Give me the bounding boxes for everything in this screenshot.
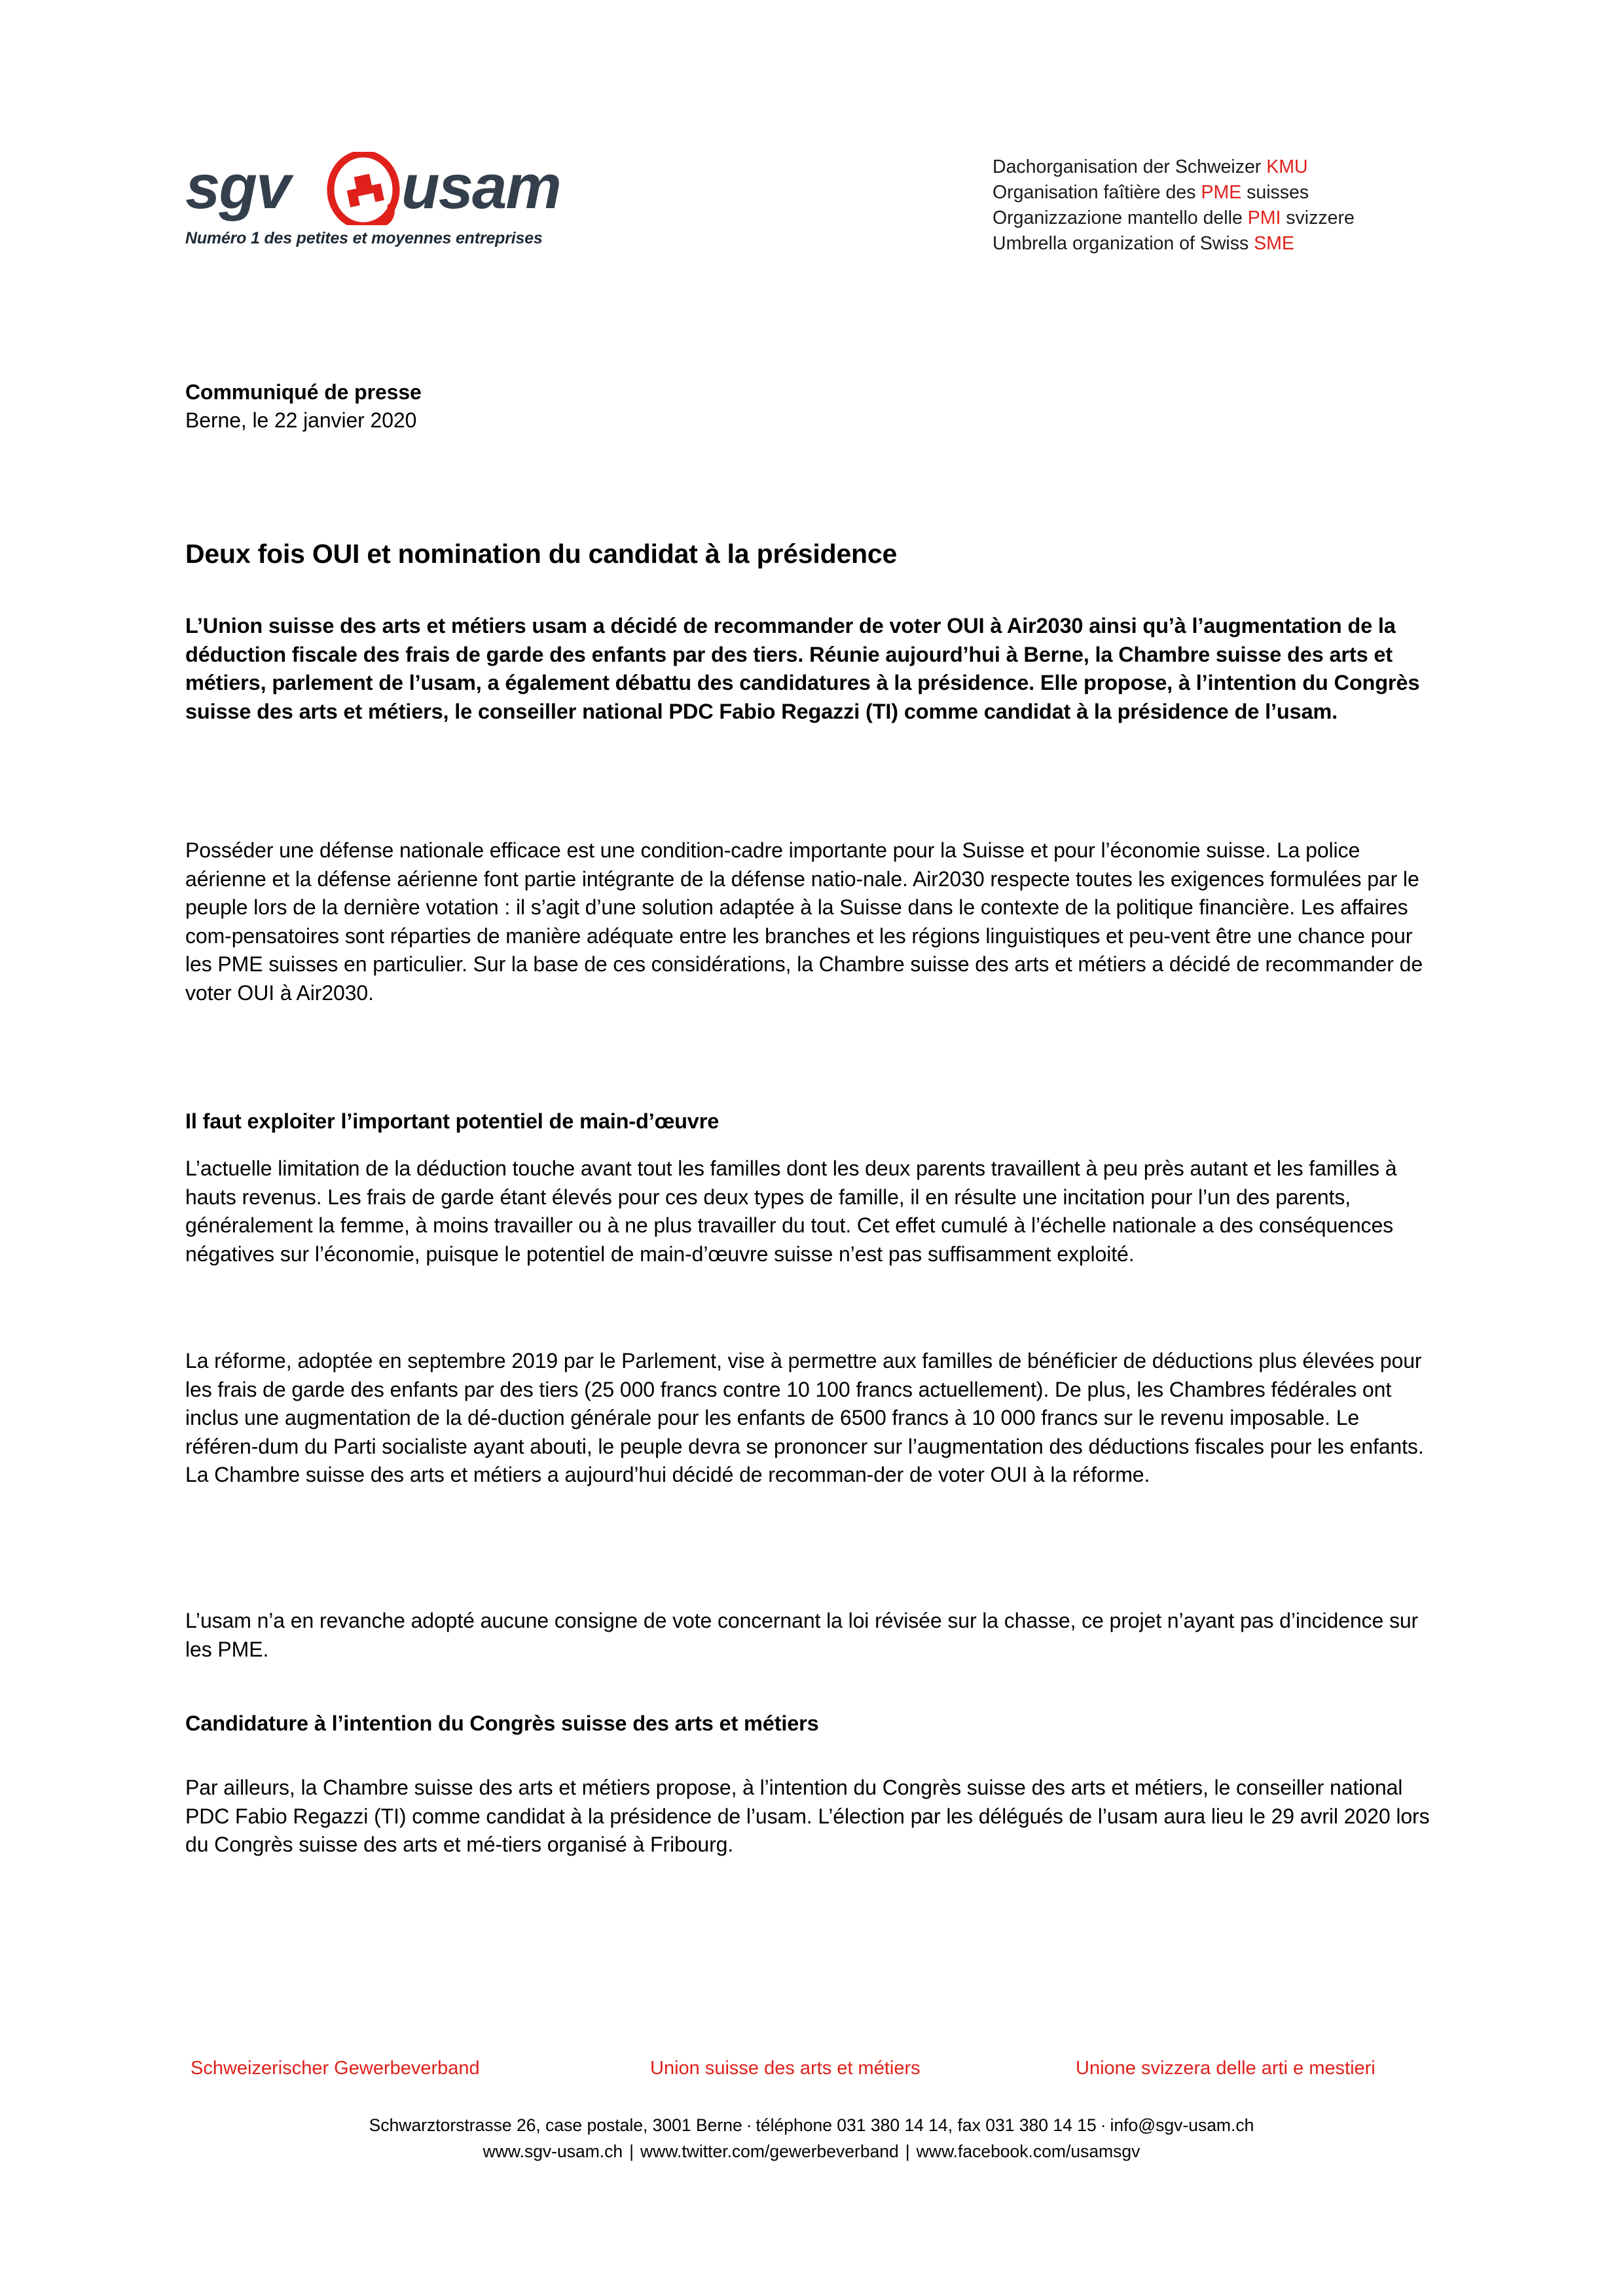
press-release-kicker: Communiqué de presse [185, 380, 422, 404]
header-language-line-de [993, 154, 1355, 180]
lead-paragraph: L’Union suisse des arts et métiers usam a décidé de recommander de voter OUI à Air2030 ainsi qu’à l’augmentation de la déduction fiscale des frais de garde des enfants par des tiers. Réunie aujourd’hui à Berne, la Chambre suisse des arts et métiers, parlement de l’usam, a également débattu des candidatures à la présidence. Elle propose, à l’intention du Congrès suisse des arts et métiers, le conseiller national PDC Fabio Regazzi (TI) comme candidat à la présidence de l’usam. [185, 614, 1420, 723]
lang-en-prefix: Umbrella organization of Swiss [993, 233, 1254, 254]
subheading-main-doeuvre: Il faut exploiter l’important potentiel de main-d’œuvre [185, 1109, 720, 1133]
header-language-line-en [993, 231, 1355, 257]
footer-links-line [0, 2139, 1623, 2164]
lang-fr-highlight: PME [1201, 182, 1242, 203]
lang-it-prefix: Organizzazione mantello delle [993, 207, 1248, 228]
paragraph-block-3 [185, 1347, 1491, 1490]
lang-it-suffix: svizzere [1281, 207, 1355, 228]
usam-logo [185, 152, 604, 248]
subheading-block-2 [185, 1710, 1491, 1738]
footer-email[interactable]: info@sgv-usam.ch [1110, 2115, 1254, 2135]
svg-text:sgv: sgv [185, 152, 290, 222]
footer-contact-line [0, 2113, 1623, 2138]
paragraph-block-5 [185, 1774, 1491, 1859]
header-language-list [993, 154, 1355, 257]
footer-name-fr: Union suisse des arts et métiers [650, 2058, 921, 2079]
footer-name-it: Unione svizzera delle arti e mestieri [1076, 2058, 1376, 2079]
subheading-candidature: Candidature à l’intention du Congrès suisse des arts et métiers [185, 1712, 819, 1735]
lang-en-highlight: SME [1254, 233, 1294, 254]
page-title-block [185, 537, 1491, 571]
body-paragraph-4: L’usam n’a en revanche adopté aucune consigne de vote concernant la loi révisée sur la chasse, ce projet n’ayant pas d’incidence sur les PME. [185, 1609, 1419, 1661]
body-paragraph-5: Par ailleurs, la Chambre suisse des arts et métiers propose, à l’intention du Congrès suisse des arts et métiers, le conseiller national PDC Fabio Regazzi (TI) comme candidat à la présidence de l’usam. L’élection par les délégués de l’usam aura lieu le 29 avril 2020 lors du Congrès suisse des arts et mé-tiers organisé à Fribourg. [185, 1776, 1430, 1856]
lang-de-prefix: Dachorganisation der Schweizer [993, 156, 1267, 177]
footer-phone: téléphone 031 380 14 14, fax 031 380 14 15 [756, 2115, 1097, 2135]
sgv-usam-logo-icon [185, 152, 591, 225]
lang-de-highlight: KMU [1266, 156, 1308, 177]
page-header [0, 0, 1623, 314]
footer-separator-2: · [1100, 2115, 1106, 2135]
lead-paragraph-block [185, 612, 1491, 726]
footer-link-website[interactable]: www.sgv-usam.ch [483, 2142, 623, 2161]
footer-address: Schwarztorstrasse 26, case postale, 3001 Berne [369, 2115, 742, 2135]
paragraph-block-2 [185, 1155, 1491, 1268]
press-release-kicker-block [185, 378, 1491, 435]
page-title: Deux fois OUI et nomination du candidat à la présidence [185, 539, 898, 569]
lang-it-highlight: PMI [1247, 207, 1281, 228]
logo-wordmark [185, 152, 591, 225]
header-language-line-fr [993, 180, 1355, 206]
body-paragraph-3: La réforme, adoptée en septembre 2019 par le Parlement, vise à permettre aux familles de bénéficier de déductions plus élevées pour les frais de garde des enfants par des tiers (25 000 francs contre 10 100 francs actuellement). De plus, les Chambres fédérales ont inclus une augmentation de la dé-duction générale pour les enfants de 6500 francs à 10 000 francs sur le revenu imposable. Le référen-dum du Parti socialiste ayant abouti, le peuple devra se prononcer sur l’augmentation des déductions fiscales pour les enfants. La Chambre suisse des arts et métiers a aujourd’hui décidé de recomman-der de voter OUI à la réforme. [185, 1349, 1424, 1486]
header-language-line-it [993, 206, 1355, 231]
lang-fr-prefix: Organisation faîtière des [993, 182, 1201, 203]
paragraph-block-4 [185, 1607, 1491, 1664]
logo-tagline: Numéro 1 des petites et moyennes entreprises [185, 229, 543, 247]
subheading-block-1 [185, 1107, 1491, 1136]
paragraph-block-1 [185, 836, 1491, 1007]
body-paragraph-1: Posséder une défense nationale efficace est une condition-cadre importante pour la Suisse et pour l’économie suisse. La police aérienne et la défense aérienne font partie intégrante de la défense natio-nale. Air2030 respecte toutes les exigences formulées par le peuple lors de la dernière votation : il s’agit d’une solution adaptée à la Suisse dans le contexte de la politique financière. Les affaires com-pensatoires sont réparties de manière adéquate entre les branches et les régions linguistiques et peu-vent être une chance pour les PME suisses en particulier. Sur la base de ces considérations, la Chambre suisse des arts et métiers a décidé de recommander de voter OUI à Air2030. [185, 838, 1423, 1005]
page-footer [0, 2055, 1623, 2161]
footer-organization-names [0, 2055, 1623, 2084]
footer-name-de: Schweizerischer Gewerbeverband [191, 2058, 480, 2079]
press-release-dateline: Berne, le 22 janvier 2020 [185, 408, 417, 432]
footer-link-separator-2: | [905, 2142, 910, 2161]
body-paragraph-2: L’actuelle limitation de la déduction touche avant tout les familles dont les deux parents travaillent à peu près autant et les familles à hauts revenus. Les frais de garde étant élevés pour ces deux types de famille, il en résulte une incitation pour l’un des parents, généralement la femme, à moins travailler ou à ne plus travailler du tout. Cet effet cumulé à l’échelle nationale a des conséquences négatives sur l’économie, puisque le potentiel de main-d’œuvre suisse n’est pas suffisamment exploité. [185, 1157, 1397, 1266]
footer-separator-1: · [746, 2115, 752, 2135]
footer-link-twitter[interactable]: www.twitter.com/gewerbeverband [640, 2142, 899, 2161]
footer-link-separator-1: | [629, 2142, 634, 2161]
svg-text:usam: usam [401, 152, 560, 222]
lang-fr-suffix: suisses [1241, 182, 1309, 203]
footer-link-facebook[interactable]: www.facebook.com/usamsgv [916, 2142, 1140, 2161]
